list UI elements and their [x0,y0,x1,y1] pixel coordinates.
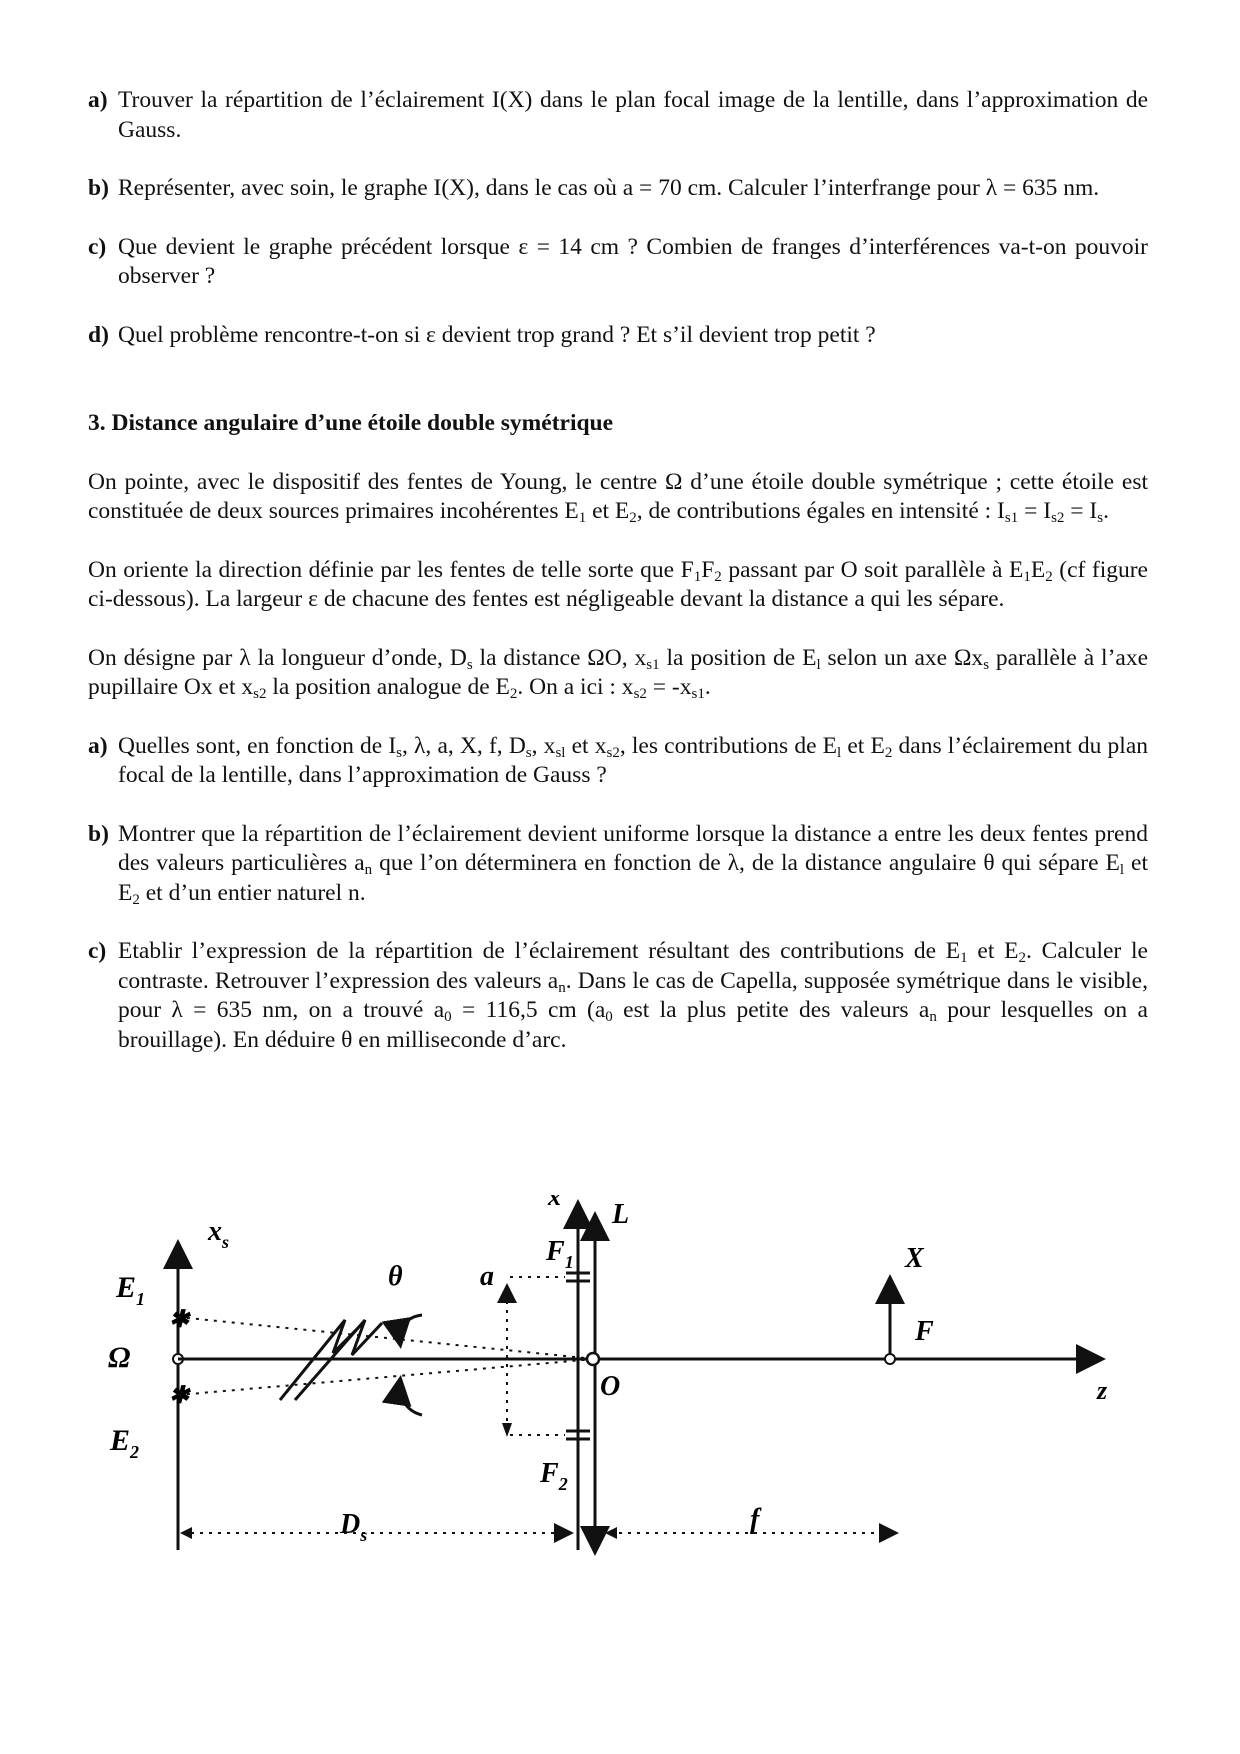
x-label: x [548,1195,561,1211]
z-label: z [1097,1376,1108,1405]
question-3a [88,732,1148,791]
question-2c [88,233,1148,292]
xs-axis-label: $x_s$ [208,1216,230,1252]
a-label: a [480,1261,494,1292]
document-page [88,86,1148,1084]
ray-e2 [178,1359,595,1395]
question-text: Quel problème rencontre-t-on si ε devient trop grand ? Et s’il devient trop petit ? [118,321,876,348]
focal-x-label: X [905,1243,924,1274]
f1-label: $F_1$ [546,1236,574,1272]
e2-label: $E_2$ [110,1424,140,1462]
omega-label: Ω [108,1341,131,1374]
young-slits-diagram [100,1195,1150,1595]
theta-arrow-lower [400,1381,422,1415]
e1-label: $E_1$ [116,1271,146,1309]
question-2a [88,86,1148,145]
paragraph-2: On oriente la direction définie par les fentes de telle sorte que $F_1F_2$ passant par O soit parallèle à $E_1E_2$ (cf figure ci-dessous). La largeur ε de chacune des fentes est négligeable devant la distance a qui les sépare. [88,556,1148,612]
ds-arrowhead-left [180,1527,192,1539]
paragraph-3: On désigne par λ la longueur d’onde, $D_s$ la distance ΩO, $x_{s1}$ la position de $E_l$ selon un axe $\Omega x_s$ parallèle à l’axe pupillaire Ox et $x_{s2}$ la position analogue de $E_2$. On a ici : $x_{s2} = -x_{s1}$. [88,644,1149,702]
question-label: a) [88,87,108,113]
o-label: O [600,1371,621,1402]
f2-label: $F_2$ [540,1458,568,1494]
paragraph-1: On pointe, avec le dispositif des fentes de Young, le centre Ω d’une étoile double symétrique ; cette étoile est constituée de deux sources primaires incohérentes $E_1$ et $E_2$, de contributions égales en intensité : $I_{s1} = I_{s2} = I_s$. [88,468,1148,526]
question-label: a) [88,732,108,759]
focus-label: F [915,1316,934,1347]
question-text: Montrer que la répartition de l’éclairement devient uniforme lorsque la distance a entre les deux fentes prend des valeurs particulières $a_n$ que l’on déterminera en fonction de λ, de la distance angulaire θ qui sépare $E_l$ et $E_2$ et d’un entier naturel n. [118,820,1148,908]
f-arrowhead-left [605,1527,617,1539]
question-3b [88,820,1148,909]
question-2b [88,174,1148,204]
ray-e1 [178,1317,595,1359]
question-text: Trouver la répartition de l’éclairement I(X) dans le plan focal image de la lentille, dans l’approximation de Gauss. [118,87,1148,143]
question-text: Quelles sont, en fonction de $I_s$, λ, a, X, f, $D_s$, $x_{sl}$ et $x_{s2}$, les contributions de $E_l$ et $E_2$ dans l’éclairement du plan focal de la lentille, dans l’approximation de Gauss ? [118,732,1148,788]
question-label: b) [88,175,109,201]
question-text: Représenter, avec soin, le graphe I(X), dans le cas où a = 70 cm. Calculer l’interfrange pour λ = 635 nm. [118,175,1100,201]
star-e2-icon: ✱ [169,1383,190,1409]
question-label: c) [88,938,107,964]
question-text: Etablir l’expression de la répartition de l’éclairement résultant des contributions de $E_1$ et $E_2$. Calculer le contraste. Retrouver l’expression des valeurs $a_n$. Dans le cas de Capella, supposée symétrique dans le visible, pour λ = 635 nm, on a trouvé $a_0 = 116,5$ cm ($a_0$ est la plus petite des valeurs $a_n$ pour lesquelles on a brouillage). En déduire θ en milliseconde d’arc. [118,938,1148,1053]
question-2d [88,321,1148,351]
origin-point [587,1353,599,1365]
lens-label: L [612,1199,630,1230]
ds-label: $D_s$ [340,1509,368,1545]
question-label: b) [88,820,109,847]
section-title: 3. Distance angulaire d’une étoile double symétrique [88,410,614,436]
f-label: f [750,1504,760,1535]
question-label: d) [88,321,109,348]
focus-point [885,1354,895,1364]
question-label: c) [88,233,107,260]
question-text: Que devient le graphe précédent lorsque ε = 14 cm ? Combien de franges d’interférences va-t-on pouvoir observer ? [118,233,1148,289]
star-e1-icon: ✱ [169,1307,190,1333]
question-3c [88,937,1148,1055]
theta-label: θ [388,1261,403,1292]
